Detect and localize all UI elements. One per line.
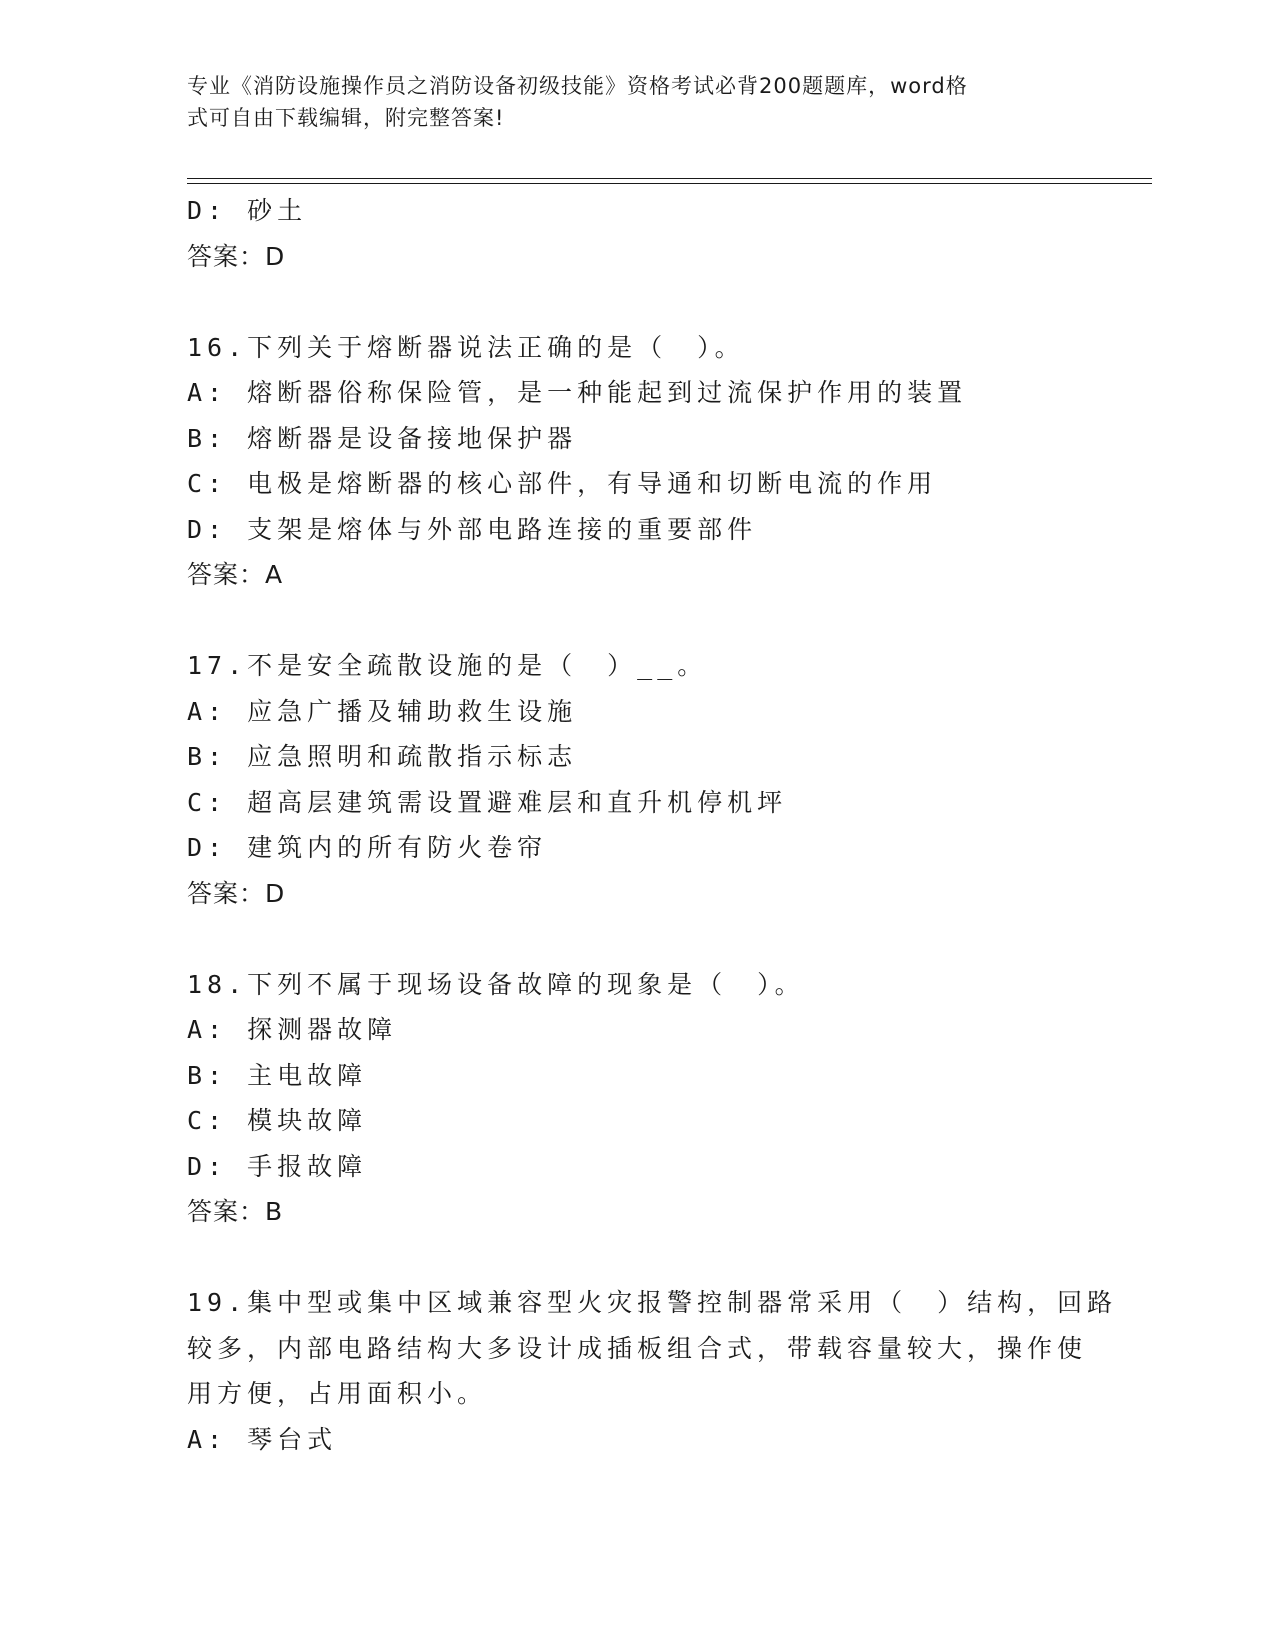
option-d: D: 支架是熔体与外部电路连接的重要部件 [187, 514, 758, 544]
prev-option-d: D: 砂土 [187, 196, 308, 225]
header-line-1: 专业《消防设施操作员之消防设备初级技能》资格考试必背200题题库，word格 [187, 74, 968, 98]
page-header [187, 70, 1067, 134]
option-a: A: 熔断器俗称保险管，是一种能起到过流保护作用的装置 [187, 378, 968, 407]
answer: 答案：B [187, 1197, 284, 1226]
option-c: C: 模块故障 [187, 1106, 368, 1135]
question-stem-line-2: 较多，内部电路结构大多设计成插板组合式，带载容量较大，操作使 [187, 1333, 1088, 1363]
question-17 [187, 643, 1087, 916]
option-b: B: 熔断器是设备接地保护器 [187, 423, 578, 453]
option-c: C: 电极是熔断器的核心部件，有导通和切断电流的作用 [187, 469, 938, 498]
option-b: B: 应急照明和疏散指示标志 [187, 742, 578, 771]
question-stem: 17.不是安全疏散设施的是（ ）__。 [187, 651, 708, 680]
option-c: C: 超高层建筑需设置避难层和直升机停机坪 [187, 787, 788, 817]
option-a: A: 探测器故障 [187, 1015, 398, 1044]
question-stem-line-3: 用方便，占用面积小。 [187, 1379, 488, 1408]
header-line-2: 式可自由下载编辑，附完整答案! [187, 106, 505, 130]
spacer [187, 279, 1087, 325]
question-stem: 18.下列不属于现场设备故障的现象是（ ）。 [187, 969, 805, 999]
header-double-rule [187, 178, 1152, 184]
option-d: D: 建筑内的所有防火卷帘 [187, 833, 548, 862]
question-content [187, 188, 1118, 1462]
question-19 [187, 1280, 1118, 1462]
question-stem: 16.下列关于熔断器说法正确的是（ ）。 [187, 332, 745, 362]
option-d: D: 手报故障 [187, 1151, 368, 1181]
answer: 答案：A [187, 560, 284, 589]
prev-answer: 答案：D [187, 241, 286, 271]
question-stem-line-1: 19.集中型或集中区域兼容型火灾报警控制器常采用（ ）结构，回路 [187, 1288, 1118, 1317]
question-16 [187, 325, 1087, 598]
spacer [187, 916, 1087, 962]
option-a: A: 琴台式 [187, 1424, 338, 1454]
option-a: A: 应急广播及辅助救生设施 [187, 696, 578, 726]
option-b: B: 主电故障 [187, 1060, 368, 1090]
spacer [187, 598, 1087, 644]
answer: 答案：D [187, 878, 286, 908]
spacer [187, 1235, 1087, 1281]
question-18 [187, 962, 1087, 1235]
